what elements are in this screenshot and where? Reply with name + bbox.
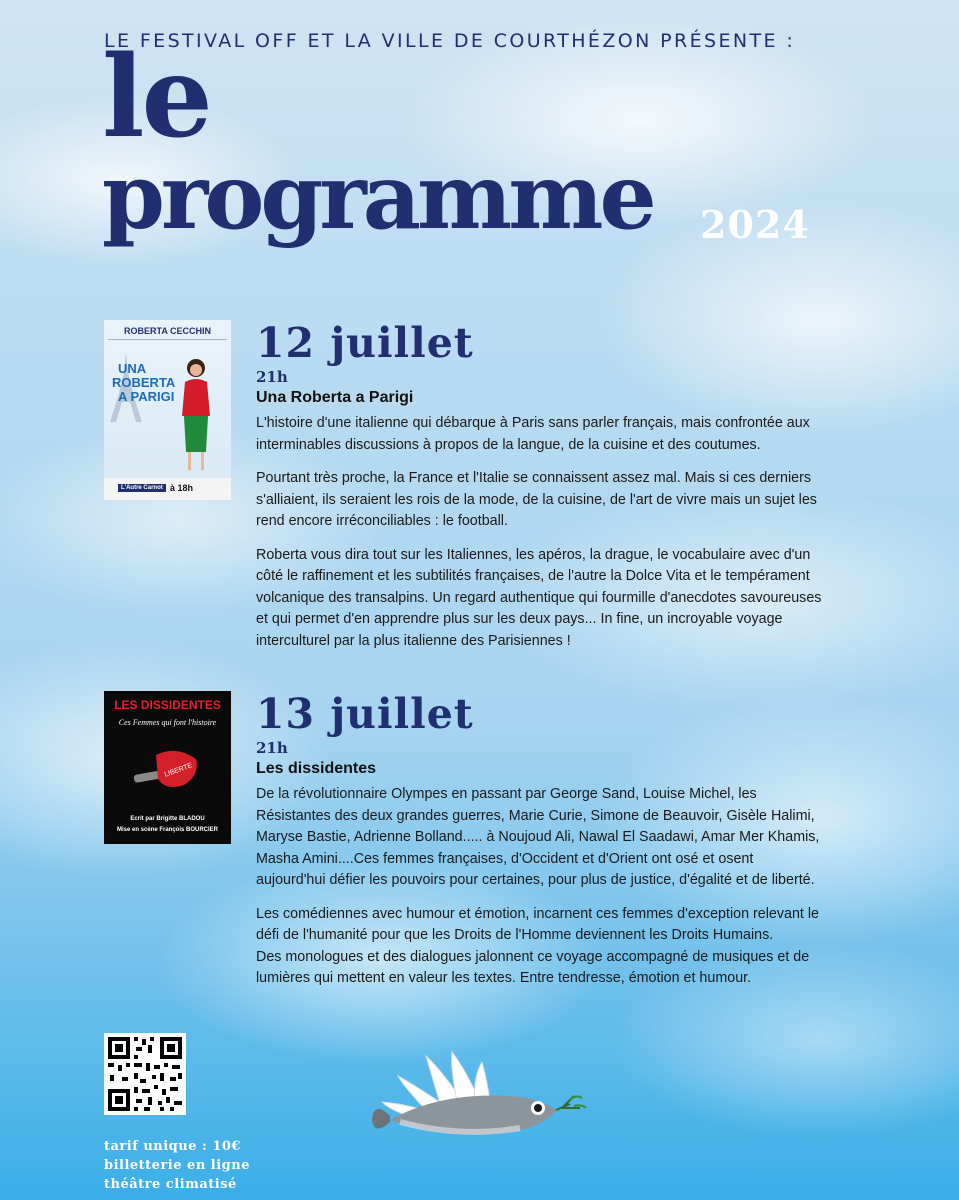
description-paragraph: Pourtant très proche, la France et l'Italie se connaissent assez mal. Mais si ces derniers s'alliaient, ils seraient les rois de la mode, de la cuisine, de l'art de vivre mais un sujet les rend encore irréconciliables : le football. bbox=[256, 470, 817, 529]
poster-les-dissidentes bbox=[104, 691, 231, 844]
poster-artist: ROBERTA CECCHIN bbox=[124, 326, 211, 336]
description-paragraph: De la révolutionnaire Olympes en passant par George Sand, Louise Michel, les Résistantes des deux grandes guerres, Marie Curie, Simone de Beauvoir, Gisèle Halimi, Maryse Bastie, Adrienne Bolland..... à Noujoud Ali, Nawal El Saadawi, Amar Mer Khamis, Masha Amini....Ces femmes françaises, d'Occident et d'Orient ont osé et osent aujourd'hui défier les pouvoirs pour certaines, pour plus de justice, d'égalité et de liberté. bbox=[256, 786, 820, 888]
poster-venue: L'Autre Carnot bbox=[118, 484, 166, 492]
price-info: tarif unique : 10€ bbox=[104, 1139, 241, 1154]
event-time: 21h bbox=[256, 368, 288, 386]
poster-title-line: ROBERTA bbox=[112, 375, 176, 390]
event-description bbox=[256, 784, 826, 1002]
show-title: Una Roberta a Parigi bbox=[256, 389, 414, 406]
title-line-2: programme bbox=[102, 144, 653, 250]
description-paragraph: L'histoire d'une italienne qui débarque à Paris sans parler français, mais confrontée aux interminables discussions à propos de la langue, de la cuisine et des coutumes. bbox=[256, 415, 810, 453]
actress-figure bbox=[176, 354, 216, 474]
footer-info bbox=[104, 1137, 250, 1194]
fish-with-feathers-illustration bbox=[370, 1050, 600, 1160]
air-conditioning-info: théâtre climatisé bbox=[104, 1177, 237, 1192]
poster-title-line: A PARIGI bbox=[118, 389, 175, 404]
stamp-text: LIBERTE bbox=[163, 762, 194, 779]
title-year: 2024 bbox=[700, 202, 810, 247]
event-date: 13 juillet bbox=[256, 690, 474, 738]
show-title: Les dissidentes bbox=[256, 760, 377, 777]
qr-code-icon[interactable] bbox=[104, 1033, 186, 1115]
description-paragraph: Roberta vous dira tout sur les Italiennes, les apéros, la drague, le vocabulaire avec d'un côté le raffinement et les subtilités françaises, de l'autre la Dolce Vita et le tempérament volcanique des transalpins. Un regard authentique qui fourmille d'anecdotes savoureuses et qui permet d'en apprendre plus sur les deux pays... In fine, un incroyable voyage interculturel par la plus italienne des Parisiennes ! bbox=[256, 546, 822, 649]
poster-subtitle: Ces Femmes qui font l'histoire bbox=[118, 718, 217, 727]
poster-una-roberta bbox=[104, 320, 231, 500]
event-description bbox=[256, 413, 826, 664]
description-paragraph: Les comédiennes avec humour et émotion, incarnent ces femmes d'exception relevant le défi de l'humanité pour que les Droits de l'Homme deviennent les Droits Humains. Des monologues et des dialogues jalonnent ce voyage accompagné de musiques et de lumières qui mettent en valeur les textes. Entre tendresse, émotion et humour. bbox=[256, 905, 819, 986]
poster-credit: Mise en scène François BOURCIER bbox=[116, 827, 219, 833]
presenter-line: LE FESTIVAL OFF ET LA VILLE DE COURTHÉZON PRÉSENTE : bbox=[104, 30, 796, 52]
poster-title-line: UNA bbox=[118, 361, 147, 376]
poster-title: LES DISSIDENTES bbox=[114, 698, 221, 712]
title-line-1: le bbox=[102, 32, 210, 163]
event-date: 12 juillet bbox=[256, 319, 474, 367]
event-time: 21h bbox=[256, 739, 288, 757]
poster-credit: Ecrit par Brigitte BLADOU bbox=[130, 816, 205, 822]
poster-hour: à 18h bbox=[170, 483, 194, 493]
ticketing-info[interactable]: billetterie en ligne bbox=[104, 1158, 250, 1173]
